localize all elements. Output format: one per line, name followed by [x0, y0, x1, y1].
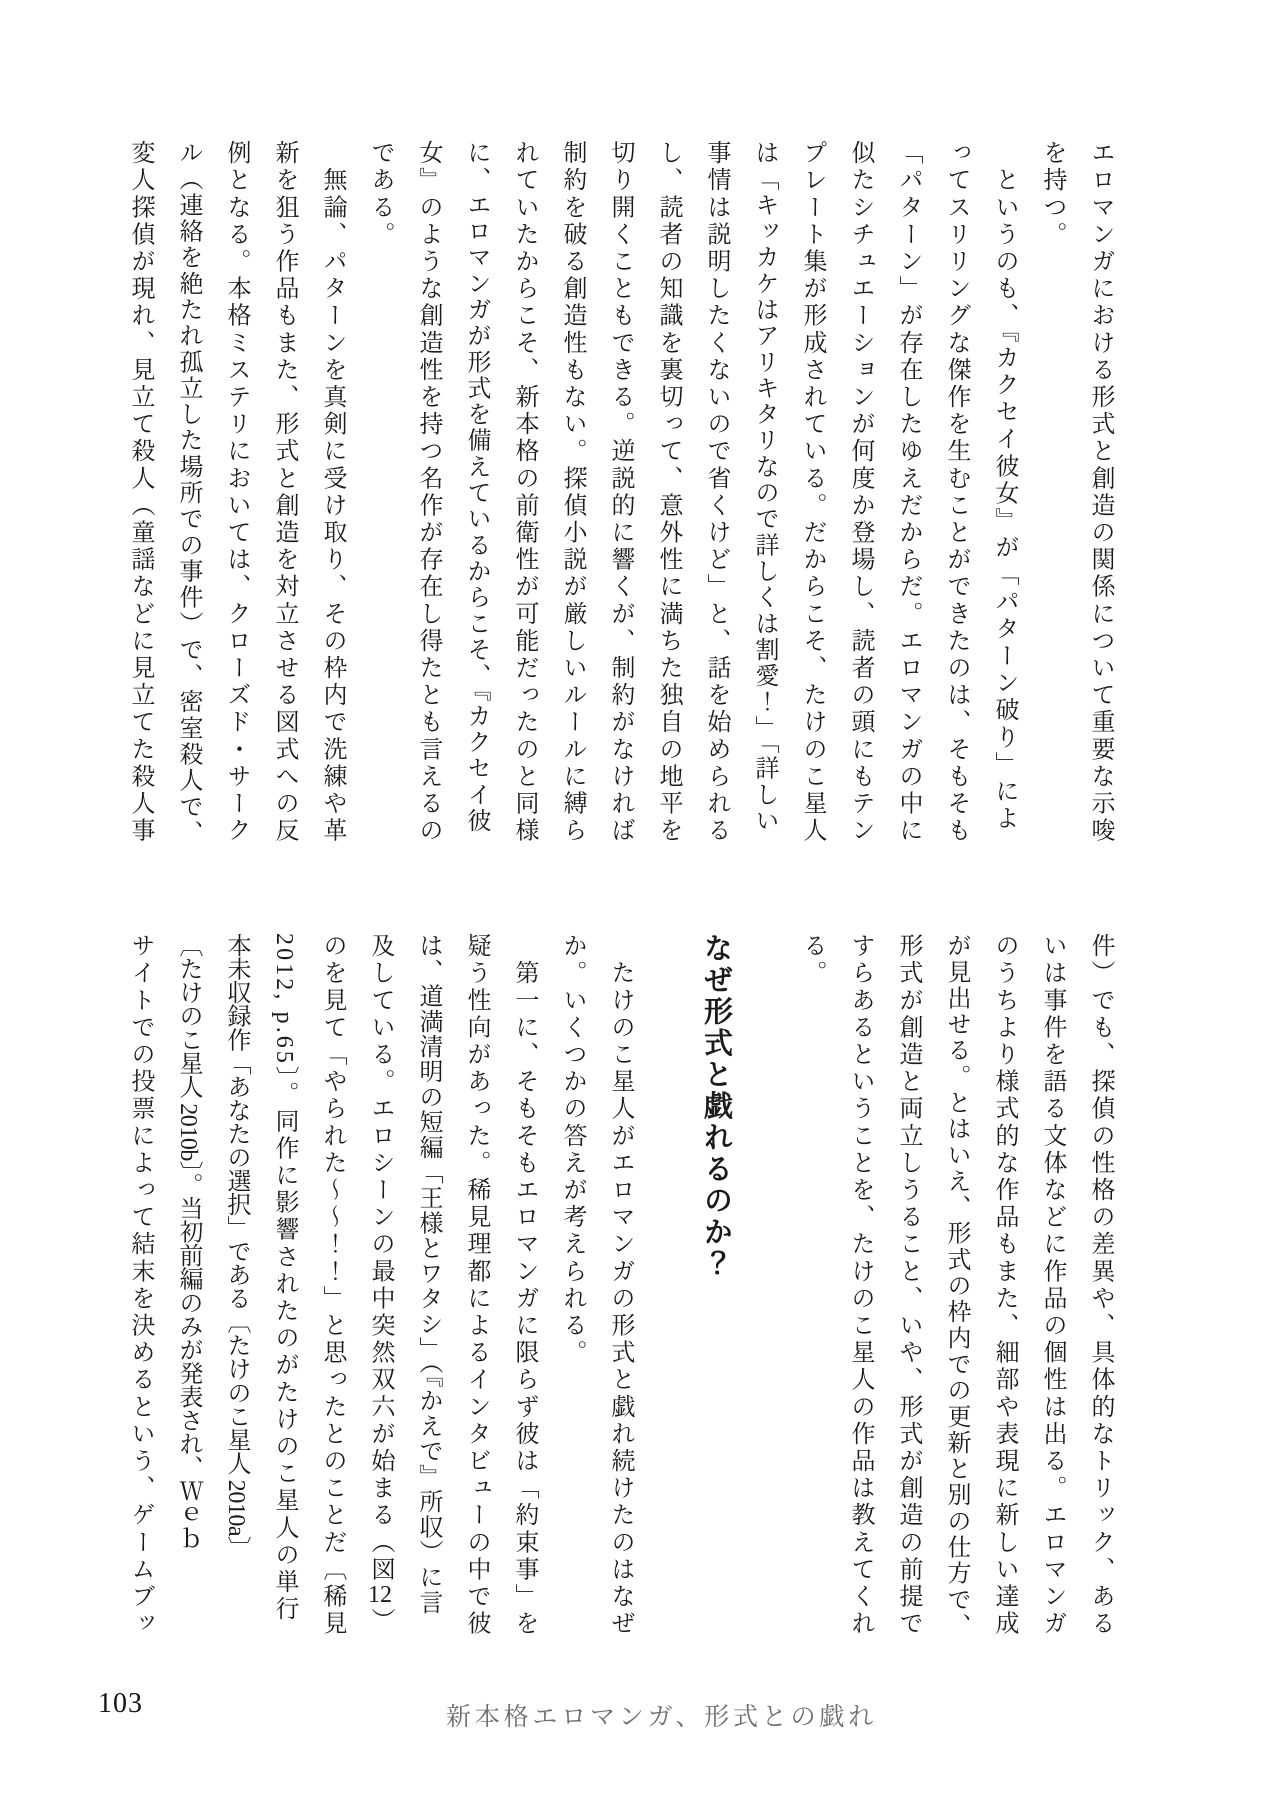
text-column: 〔たけのこ星人 2010b〕。当初前編のみが発表され、Ｗｅｂ [175, 933, 201, 1550]
running-title-footer: 新本格エロマンガ、形式との戯れ [446, 1704, 878, 1731]
text-column: 女』のような創造性を持つ名作が存在し得たとも言えるの [415, 140, 441, 845]
section-heading: なぜ形式と戯れるのか？ [700, 933, 732, 1280]
text-column: プレート集が形成されている。だからこそ、たけのこ星人 [799, 140, 825, 845]
text-column: 事情は説明したくないので省くけど」と、話を始められる [703, 140, 729, 845]
text-column: る。 [799, 933, 825, 988]
text-column: ってスリリングな傑作を生むことができたのは、そもそも [943, 140, 969, 845]
text-column: 件）でも、探偵の性格の差異や、具体的なトリック、ある [1087, 933, 1113, 1638]
text-column: 本未収録作「あなたの選択」である〔たけのこ星人 2010a〕 [223, 933, 249, 1560]
text-column: が見出せる。とはいえ、形式の枠内での更新と別の仕方で、 [943, 933, 969, 1639]
text-column: 及している。エロシーンの最中突然双六が始まる（図12） [367, 933, 393, 1635]
text-column: 「パターン」が存在したゆえだからだ。エロマンガの中に [895, 140, 921, 845]
tatechuyoko-number: 12 [368, 1583, 392, 1608]
text-column: 似たシチュエーションが何度か登場し、読者の頭にもテン [847, 140, 873, 845]
text-column: 例となる。本格ミステリにおいては、クローズド・サーク [223, 140, 249, 845]
text-block-upper [116, 140, 1124, 846]
text-block-lower [116, 933, 1124, 1639]
text-column: か。いくつかの答えが考えられる。 [559, 933, 585, 1367]
text-column: のうちより様式的な作品もまた、細部や表現に新しい達成 [991, 933, 1017, 1638]
text-column: 変人探偵が現れ、見立て殺人（童謡などに見立てた殺人事 [127, 140, 153, 845]
text-column: に、エロマンガが形式を備えているからこそ、『カクセイ彼 [463, 140, 489, 834]
text-column: ル（連絡を絶たれ孤立した場所での事件）で、密室殺人で、 [175, 140, 201, 846]
text-column: いは事件を語る文体などに作品の個性は出る。エロマンガ [1039, 933, 1065, 1638]
text-column: 形式が創造と両立しうること、いや、形式が創造の前提で [895, 933, 921, 1638]
text-column: たけのこ星人がエロマンガの形式と戯れ続けたのはなぜ [607, 933, 633, 1638]
text-column: のを見て「やられた～～！！」と思ったとのことだ〔稀見 [319, 933, 345, 1638]
text-column: というのも、『カクセイ彼女』が「パターン破り」によ [991, 140, 1017, 833]
column-group-before-heading [788, 933, 1124, 1639]
text-column: は、道満清明の短編「王様とワタシ」（『かえで』所収）に言 [415, 933, 441, 1615]
text-column: である。 [367, 140, 393, 249]
text-column: 無論、パターンを真剣に受け取り、その枠内で洗練や革 [319, 140, 345, 845]
text-column: れていたからこそ、新本格の前衛性が可能だったのと同様 [511, 140, 537, 845]
text-column: すらあるということを、たけのこ星人の作品は教えてくれ [847, 933, 873, 1638]
text-column: し、読者の知識を裏切って、意外性に満ちた独自の地平を [655, 140, 681, 845]
text-column: 新を狙う作品もまた、形式と創造を対立させる図式への反 [271, 140, 297, 845]
text-column: サイトでの投票によって結末を決めるという、ゲームブッ [127, 933, 153, 1638]
text-column: 切り開くこともできる。逆説的に響くが、制約がなければ [607, 140, 633, 845]
text-column: 制約を破る創造性もない。探偵小説が厳しいルールに縛ら [559, 140, 585, 845]
text-column: を持つ。 [1039, 140, 1065, 249]
text-column: エロマンガにおける形式と創造の関係について重要な示唆 [1087, 140, 1113, 845]
text-column: 2012, p.65〕。同作に影響されたのがたけのこ星人の単行 [271, 933, 297, 1624]
text-column: 疑う性向があった。稀見理都によるインタビューの中で彼 [463, 933, 489, 1638]
column-group-after-heading [116, 933, 644, 1639]
text-column: 第一に、そもそもエロマンガに限らず彼は「約束事」を [511, 933, 537, 1638]
page-number: 103 [98, 1688, 143, 1719]
text-column: は「キッカケはアリキタリなので詳しくは割愛！」「詳しい [751, 140, 777, 834]
